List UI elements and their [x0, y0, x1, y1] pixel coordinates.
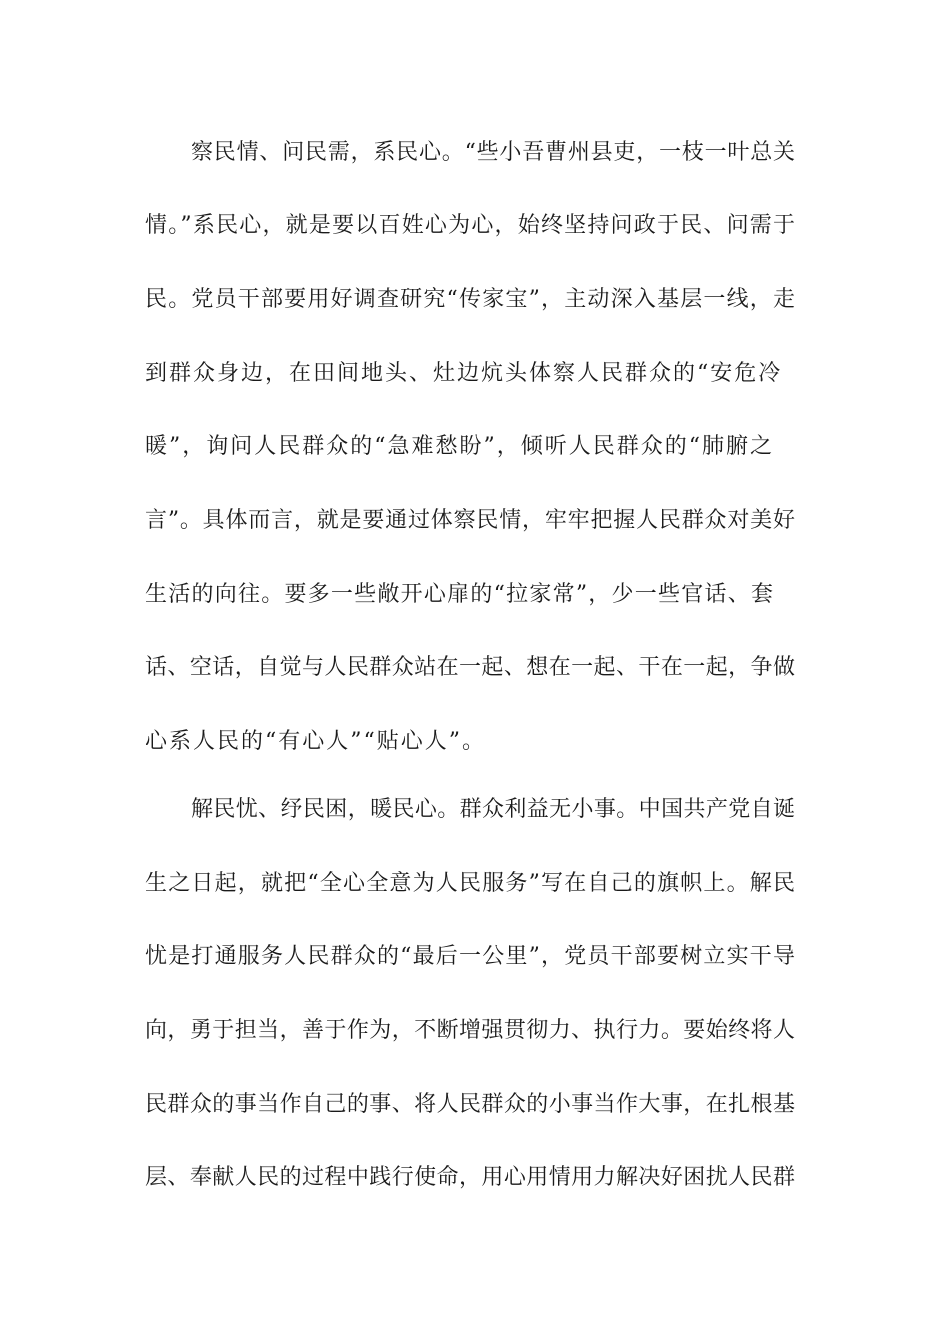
paragraph-line: 到群众身边，在田间地头、灶边炕头体察人民群众的“安危冷: [145, 361, 783, 386]
paragraph-line: 向，勇于担当，善于作为，不断增强贯彻力、执行力。要始终将人: [145, 1018, 795, 1043]
paragraph-line: 暖”，询问人民群众的“急难愁盼”，倾听人民群众的“肺腑之: [145, 434, 774, 459]
paragraph-line: 民群众的事当作自己的事、将人民群众的小事当作大事，在扎根基: [145, 1092, 795, 1117]
paragraph-line: 生之日起，就把“全心全意为人民服务”写在自己的旗帜上。解民: [145, 871, 795, 896]
paragraph-line: 忧是打通服务人民群众的“最后一公里”，党员干部要树立实干导: [145, 944, 795, 969]
paragraph-line: 言”。具体而言，就是要通过体察民情，牢牢把握人民群众对美好: [145, 508, 795, 533]
paragraph-line: 层、奉献人民的过程中践行使命，用心用情用力解决好困扰人民群: [145, 1165, 795, 1190]
paragraph-line: 心系人民的“有心人”“贴心人”。: [145, 729, 486, 754]
paragraph-line: 察民情、问民需，系民心。“些小吾曹州县吏，一枝一叶总关: [191, 140, 795, 165]
paragraph-line: 解民忧、纾民困，暖民心。群众利益无小事。中国共产党自诞: [191, 797, 795, 822]
paragraph-line: 生活的向往。要多一些敞开心扉的“拉家常”，少一些官话、套: [145, 582, 773, 607]
paragraph-line: 情。”系民心，就是要以百姓心为心，始终坚持问政于民、问需于: [145, 213, 795, 238]
paragraph-line: 话、空话，自觉与人民群众站在一起、想在一起、干在一起，争做: [145, 655, 795, 680]
paragraph-line: 民。党员干部要用好调查研究“传家宝”，主动深入基层一线，走: [145, 287, 795, 312]
